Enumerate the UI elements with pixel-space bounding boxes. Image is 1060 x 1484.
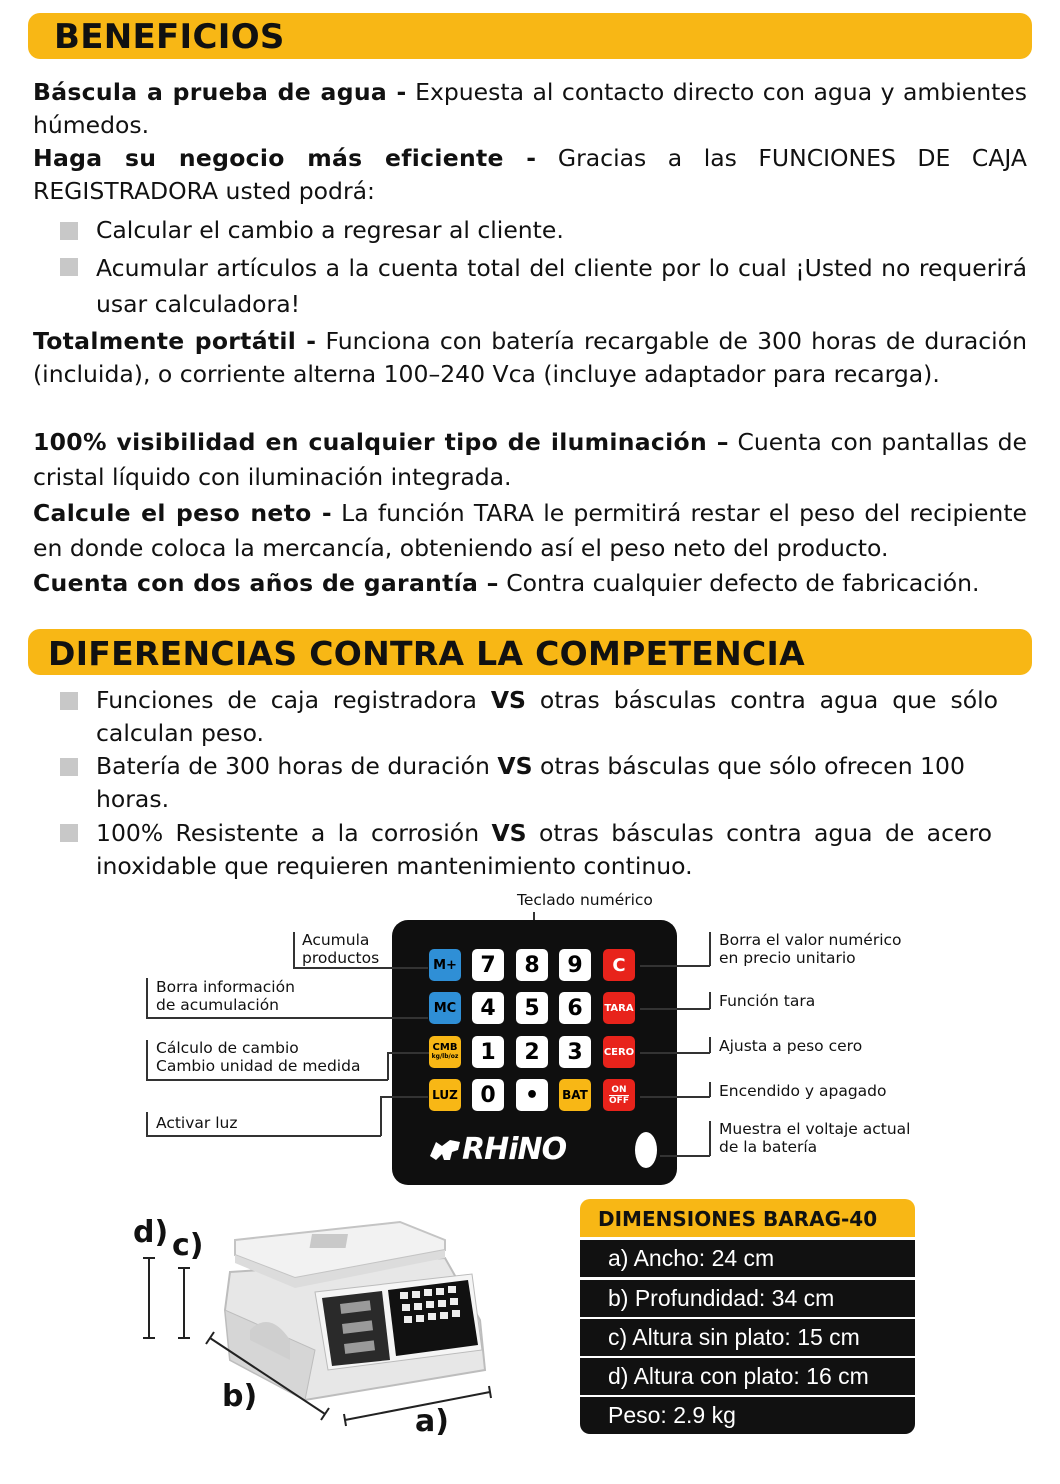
leader-line [640, 1052, 710, 1054]
beneficios-banner [28, 13, 1032, 59]
dimension-d-label: d) [133, 1215, 169, 1250]
bullet-square-icon [60, 824, 78, 842]
leader-line [660, 1155, 710, 1157]
key-c[interactable]: C [603, 949, 635, 981]
beneficio-visibilidad [33, 425, 1027, 495]
label-borra-valor [719, 931, 902, 967]
label-line: Ajusta a peso cero [719, 1037, 863, 1055]
beneficio-agua [33, 76, 1027, 142]
label-line: Cambio unidad de medida [156, 1057, 361, 1075]
dimension-c-marker [178, 1268, 190, 1338]
beneficio-eficiente-bold: Haga su negocio más eficiente - [33, 144, 537, 172]
diferencia-bullet [96, 684, 998, 750]
beneficio-peso-neto-text: La función TARA le permitirá restar el peso del recipiente en donde coloca la mercancía, obteniendo así el peso neto del producto. [33, 499, 1027, 562]
dimension-row: c) Altura sin plato: 15 cm [580, 1319, 915, 1356]
diferencia-text: otras básculas contra agua que sólo calculan peso. [96, 686, 998, 747]
label-activar-luz [156, 1114, 237, 1132]
leader-line [640, 1096, 710, 1098]
dimension-row: b) Profundidad: 34 cm [580, 1280, 915, 1317]
leader-line [146, 978, 148, 1018]
key-4[interactable]: 4 [472, 992, 504, 1024]
label-funcion-tara [719, 992, 815, 1010]
diferencia-text: otras básculas que sólo ofrecen 100 horas. [96, 752, 965, 813]
label-line: Función tara [719, 992, 816, 1010]
key-0[interactable]: 0 [472, 1079, 504, 1111]
key-cmb[interactable] [429, 1036, 461, 1068]
label-calculo-cambio [156, 1039, 360, 1075]
key-cmb-label: CMB [432, 1042, 458, 1053]
leader-line [709, 992, 711, 1009]
label-acumula [302, 931, 379, 967]
key-6[interactable]: 6 [559, 992, 591, 1024]
label-line: Borra el valor numérico [719, 931, 902, 949]
diferencias-banner [28, 629, 1032, 675]
leader-line [709, 932, 711, 966]
key-7[interactable]: 7 [472, 949, 504, 981]
leader-line [293, 967, 428, 969]
leader-line [387, 1052, 429, 1054]
key-luz[interactable]: LUZ [429, 1079, 461, 1111]
leader-line [640, 965, 710, 967]
key-bat[interactable]: BAT [559, 1079, 591, 1111]
label-encendido [719, 1082, 887, 1100]
key-1[interactable]: 1 [472, 1036, 504, 1068]
vs-label: VS [490, 686, 526, 714]
beneficio-eficiente [33, 142, 1027, 208]
key-8[interactable]: 8 [516, 949, 548, 981]
dimension-d-marker [143, 1258, 155, 1338]
leader-line [146, 1040, 148, 1080]
key-dot[interactable]: • [516, 1079, 548, 1111]
beneficio-portatil-bold: Totalmente portátil - [33, 327, 317, 355]
beneficio-visibilidad-bold: 100% visibilidad en cualquier tipo de iluminación – [33, 428, 729, 456]
label-line: Borra información [156, 978, 295, 996]
label-line: Activar luz [156, 1114, 238, 1132]
dimensiones-title: DIMENSIONES BARAG-40 [598, 1207, 878, 1231]
beneficio-agua-text: Expuesta al contacto directo con agua y ambientes húmedos. [33, 78, 1028, 139]
diferencia-text: Batería de 300 horas de duración [96, 752, 498, 780]
diferencias-title: DIFERENCIAS CONTRA LA COMPETENCIA [48, 634, 805, 673]
dimension-row: a) Ancho: 24 cm [580, 1240, 915, 1277]
rhino-icon [428, 1136, 462, 1162]
beneficio-garantia-text: Contra cualquier defecto de fabricación. [498, 569, 980, 597]
bullet-square-icon [60, 222, 78, 240]
label-line: productos [302, 949, 380, 967]
label-peso-cero [719, 1037, 862, 1055]
beneficio-eficiente-text: Gracias a las FUNCIONES DE CAJA REGISTRADORA usted podrá: [33, 144, 1027, 205]
beneficio-peso-neto-bold: Calcule el peso neto - [33, 499, 332, 527]
leader-line [709, 1082, 711, 1097]
beneficio-portatil [33, 325, 1027, 391]
rhino-logo [428, 1132, 566, 1167]
label-line: Muestra el voltaje actual [719, 1120, 911, 1138]
leader-line [146, 1135, 381, 1137]
diferencia-bullet [96, 817, 992, 883]
label-line: Encendido y apagado [719, 1082, 887, 1100]
keypad-panel [392, 920, 677, 1185]
label-line: Cálculo de cambio [156, 1039, 299, 1057]
beneficio-bullet: Acumular artículos a la cuenta total del cliente por lo cual ¡Usted no requerirá usar calculadora! [96, 254, 1027, 318]
leader-line [380, 1096, 382, 1136]
dimension-row: d) Altura con plato: 16 cm [580, 1358, 915, 1395]
beneficio-peso-neto [33, 496, 1027, 566]
battery-indicator-light [635, 1132, 657, 1168]
leader-line [293, 932, 295, 968]
diferencia-text: otras básculas contra agua de acero inoxidable que requieren mantenimiento continuo. [96, 819, 992, 880]
dimension-b-label: b) [222, 1379, 258, 1414]
leader-line [387, 1052, 389, 1080]
key-tara[interactable]: TARA [603, 992, 635, 1024]
leader-line [146, 1017, 428, 1019]
vs-label: VS [497, 752, 533, 780]
diferencia-text: Funciones de caja registradora [96, 686, 491, 714]
leader-line [146, 1079, 388, 1081]
leader-line [709, 1121, 711, 1156]
teclado-label: Teclado numérico [517, 891, 653, 909]
label-line: en precio unitario [719, 949, 856, 967]
key-2[interactable]: 2 [516, 1036, 548, 1068]
brand-name: RHiNO [462, 1132, 567, 1167]
dimension-a-label: a) [415, 1404, 449, 1439]
key-off-label: OFF [609, 1095, 629, 1106]
diferencia-bullet [96, 750, 998, 816]
label-borra-acumulacion [156, 978, 295, 1014]
label-line: de la batería [719, 1138, 818, 1156]
leader-line [709, 1037, 711, 1053]
beneficio-garantia-bold: Cuenta con dos años de garantía – [33, 569, 499, 597]
vs-label: VS [491, 819, 527, 847]
beneficio-visibilidad-text: Cuenta con pantallas de cristal líquido con iluminación integrada. [33, 428, 1028, 491]
key-on-label: ON [611, 1084, 627, 1095]
key-3[interactable]: 3 [559, 1036, 591, 1068]
dimension-row: Peso: 2.9 kg [580, 1397, 915, 1434]
platter-label [310, 1234, 348, 1248]
diferencia-text: 100% Resistente a la corrosión [96, 819, 492, 847]
key-cmb-sublabel: kg/lb/oz [431, 1053, 459, 1060]
leader-line [146, 1112, 148, 1136]
dimensiones-header [580, 1199, 915, 1237]
leader-line [380, 1096, 428, 1098]
label-voltaje [719, 1120, 911, 1156]
label-line: Acumula [302, 931, 370, 949]
key-mc[interactable]: MC [429, 992, 461, 1024]
leader-line [640, 1008, 710, 1010]
beneficio-bullet: Calcular el cambio a regresar al cliente. [96, 216, 564, 244]
key-5[interactable]: 5 [516, 992, 548, 1024]
bullet-square-icon [60, 692, 78, 710]
key-m-plus[interactable]: M+ [429, 949, 461, 981]
beneficio-agua-bold: Báscula a prueba de agua - [33, 78, 407, 106]
key-9[interactable]: 9 [559, 949, 591, 981]
dimension-c-label: c) [172, 1228, 204, 1263]
bullet-square-icon [60, 758, 78, 776]
beneficio-garantia [33, 567, 1027, 600]
beneficios-title: BENEFICIOS [54, 17, 285, 57]
beneficio-portatil-text: Funciona con batería recargable de 300 horas de duración (incluida), o corriente alterna 100–240 Vca (incluye adaptador para recarga). [33, 327, 1027, 388]
label-line: de acumulación [156, 996, 280, 1014]
bullet-square-icon [60, 258, 78, 276]
key-cero[interactable]: CERO [603, 1036, 635, 1068]
key-on-off[interactable] [603, 1079, 635, 1111]
